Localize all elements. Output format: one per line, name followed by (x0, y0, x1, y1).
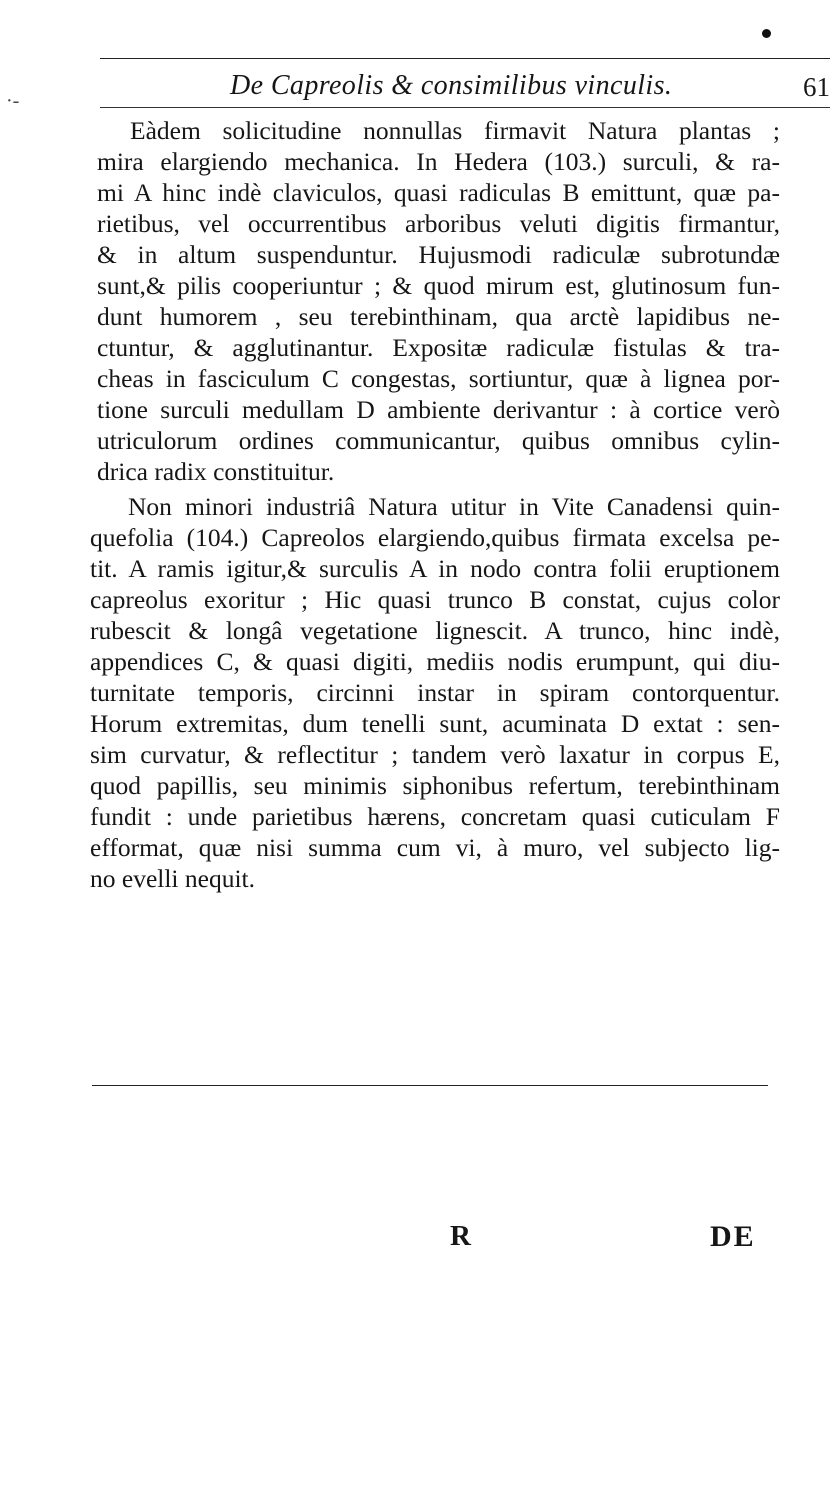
top-rule (100, 58, 830, 59)
text-line: rietibus, vel occurrentibus arboribus veluti digitis firmantur, (97, 209, 780, 238)
text-line: utriculorum ordines communicantur, quibus omnibus cylin- (97, 426, 780, 455)
text-line: mira elargiendo mechanica. In Hedera (103.) surculi, & ra- (97, 147, 780, 176)
text-line: quod papillis, seu minimis siphonibus refertum, terebinthinam (90, 771, 780, 800)
text-line: ctuntur, & agglutinantur. Expositæ radiculæ fistulas & tra- (97, 333, 780, 362)
text-line: fundit : unde parietibus hærens, concretam quasi cuticulam F (90, 802, 780, 831)
text-line: cheas in fasciculum C congestas, sortiuntur, quæ à lignea por- (97, 364, 780, 393)
paragraph-1 (0, 115, 830, 487)
margin-mark: ·- (6, 90, 20, 112)
text-line: tit. A ramis igitur,& surculis A in nodo contra folii eruptionem (90, 554, 780, 583)
signature-mark: R (450, 1220, 471, 1252)
page-number: 61 (803, 72, 830, 102)
text-line: drica radix constituitur. (97, 457, 335, 486)
text-line: Eàdem solicitudine nonnullas firmavit Natura plantas ; (130, 116, 780, 145)
text-line: quefolia (104.) Capreolos elargiendo,quibus firmata excelsa pe- (90, 523, 780, 552)
body-text (0, 115, 830, 894)
text-line: turnitate temporis, circinni instar in spiram contorquentur. (90, 678, 780, 707)
text-line: appendices C, & quasi digiti, mediis nodis erumpunt, qui diu- (90, 647, 780, 676)
text-line: tione surculi medullam D ambiente derivantur : à cortice verò (97, 395, 780, 424)
text-line: & in altum suspenduntur. Hujusmodi radiculæ subrotundæ (97, 240, 780, 269)
text-line: sunt,& pilis cooperiuntur ; & quod mirum est, glutinosum fun- (97, 271, 780, 300)
text-line: efformat, quæ nisi summa cum vi, à muro, vel subjecto lig- (90, 833, 780, 862)
paragraph-2 (0, 491, 830, 894)
ink-spot (762, 29, 771, 38)
text-line: Non minori industriâ Natura utitur in Vite Canadensi quin- (128, 492, 780, 521)
text-line: Horum extremitas, dum tenelli sunt, acuminata D extat : sen- (90, 709, 780, 738)
text-line: rubescit & longâ vegetatione lignescit. A trunco, hinc indè, (90, 616, 780, 645)
text-line: capreolus exoritur ; Hic quasi trunco B constat, cujus color (90, 585, 780, 614)
running-head: De Capreolis & consimilibus vinculis. (230, 70, 673, 101)
text-line: no evelli nequit. (90, 864, 256, 893)
header-rule (100, 107, 830, 108)
text-line: sim curvatur, & reflectitur ; tandem verò laxatur in corpus E, (90, 740, 780, 769)
catchword: DE (710, 1220, 756, 1253)
text-line: mi A hinc indè claviculos, quasi radiculas B emittunt, quæ pa- (97, 178, 780, 207)
bottom-rule (92, 1085, 768, 1086)
text-line: dunt humorem , seu terebinthinam, qua arctè lapidibus ne- (97, 302, 780, 331)
